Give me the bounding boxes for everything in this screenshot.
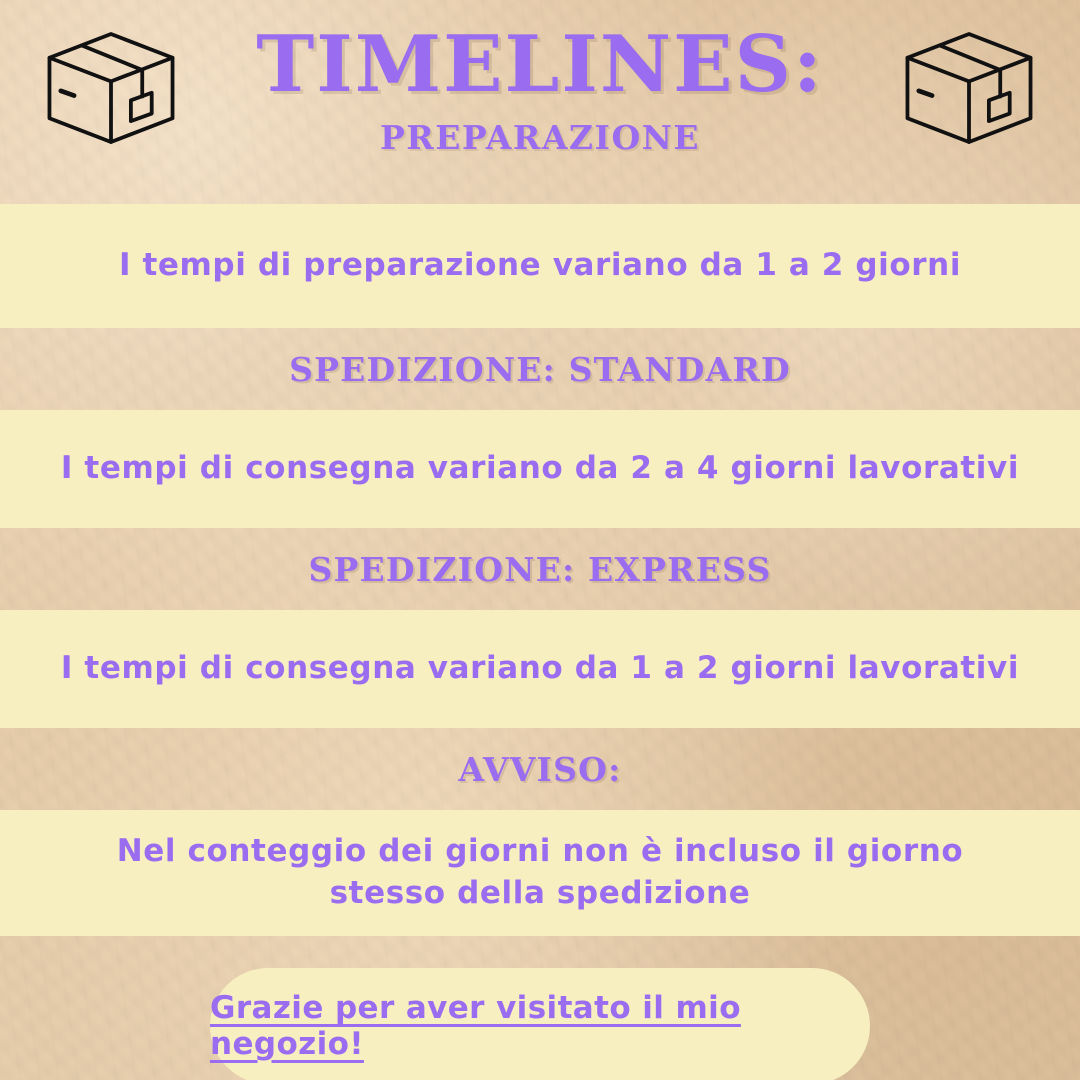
section-heading-spedizione-express: SPEDIZIONE: EXPRESS <box>308 549 772 589</box>
section-heading-avviso: AVVISO: <box>458 749 622 789</box>
package-box-icon <box>898 28 1040 148</box>
section-heading-preparazione: PREPARAZIONE <box>379 118 701 157</box>
band-preparazione-text <box>0 204 1080 328</box>
section-heading-spedizione-standard: SPEDIZIONE: STANDARD <box>289 349 791 389</box>
thanks-text: Grazie per aver visitato il mio negozio! <box>210 990 741 1062</box>
avviso-text: Nel conteggio dei giorni non è incluso il giorno stesso della spedizione <box>116 833 964 911</box>
spedizione-standard-text: I tempi di consegna variano da 2 a 4 giorni lavorativi <box>60 450 1020 487</box>
thanks-pill <box>210 968 870 1080</box>
page-title: TIMELINES: <box>256 19 824 110</box>
band-avviso-text <box>0 810 1080 936</box>
poster-footer <box>0 936 1080 1080</box>
band-avviso-heading <box>0 728 1080 810</box>
band-spedizione-standard-heading <box>0 328 1080 410</box>
preparazione-text: I tempi di preparazione variano da 1 a 2 giorni <box>118 247 962 284</box>
band-spedizione-express-heading <box>0 528 1080 610</box>
spedizione-express-text: I tempi di consegna variano da 1 a 2 giorni lavorativi <box>60 650 1020 687</box>
band-spedizione-standard-text <box>0 410 1080 528</box>
poster-header <box>0 0 1080 204</box>
package-box-icon <box>40 28 182 148</box>
band-spedizione-express-text <box>0 610 1080 728</box>
